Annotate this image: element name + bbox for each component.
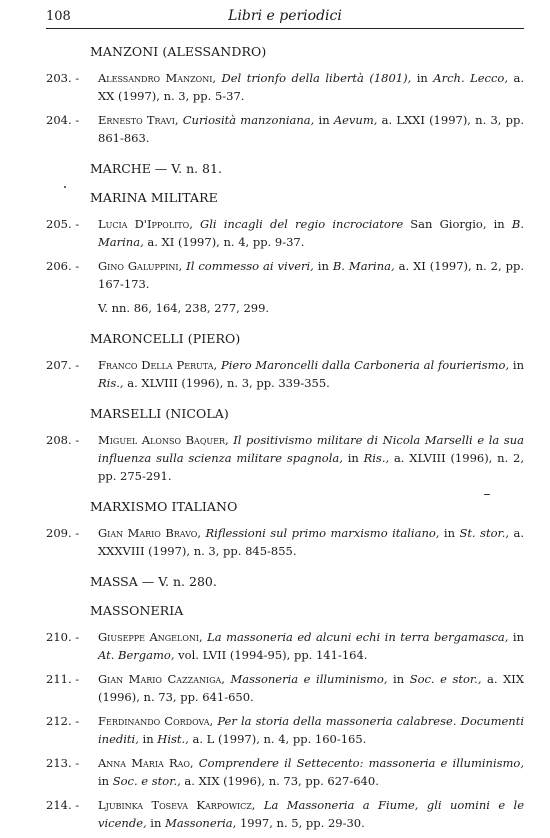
entry-title: Riflessioni sul primo marxismo italiano, [205,526,440,540]
entry-number: 213. - [46,756,80,770]
entry-number: 204. - [46,113,80,127]
entry-number: 203. - [46,71,80,85]
entry-connector: in [98,774,113,788]
entry-author: Alessandro Manzoni, [98,71,217,85]
entry-journal: B. Marina, [98,217,524,249]
entry-journal: Soc. e stor., [112,774,181,788]
entry-author: Gian Mario Bravo, [98,526,202,540]
entry-213 [46,754,524,790]
entry-author: Ernesto Travi, [98,113,179,127]
entry-number: 205. - [46,217,80,231]
entry-details: vol. LVII (1994-95), pp. 141-164. [174,648,368,662]
entry-connector: in [314,113,334,127]
entry-number: 207. - [46,358,80,372]
entry-209 [46,524,524,560]
entry-author: Anna Maria Rao, [98,756,194,770]
entry-author: Giuseppe Angeloni, [98,630,203,644]
section-heading-massoneria: MASSONERIA [90,603,184,618]
entry-title: Piero Maroncelli dalla Carboneria al fourierismo, [220,358,510,372]
entry-number: 208. - [46,433,80,447]
entry-journal: Soc. e stor., [409,672,482,686]
page-number: 108 [46,9,71,24]
entry-details: a. XX (1997), n. 3, pp. 5-37. [98,71,524,103]
entry-title: La massoneria ed alcuni echi in terra bergamasca, [207,630,509,644]
entry-connector: in [146,816,166,830]
entry-connector: in [138,732,158,746]
section-heading-marselli: MARSELLI (NICOLA) [90,406,229,421]
entry-details: a. XI (1997), n. 4, pp. 9-37. [143,235,305,249]
entry-author: Gian Mario Cazzaniga, [98,672,225,686]
entry-211 [46,670,524,706]
entry-connector: in [509,358,524,372]
entry-connector: in [508,630,524,644]
entry-210 [46,628,524,664]
section-heading-marina: MARINA MILITARE [90,190,218,205]
entry-journal: Hist., [157,732,189,746]
entry-title: Massoneria e illuminismo, [230,672,388,686]
entry-details: a. XIX (1996), n. 73, pp. 627-640. [180,774,379,788]
entry-number: 211. - [46,672,80,686]
entry-details: 1997, n. 5, pp. 29-30. [236,816,365,830]
entry-details: a. XXXVIII (1997), n. 3, pp. 845-855. [98,526,525,558]
entry-214 [46,796,524,832]
crossref-marina: V. nn. 86, 164, 238, 277, 299. [98,301,270,315]
entry-details: a. XIX (1996), n. 73, pp. 641-650. [98,672,524,704]
entry-author: Franco Della Peruta, [98,358,218,372]
entry-author: Ferdinando Cordova, [98,714,214,728]
entry-207 [46,356,524,392]
entry-journal: St. stor., [459,526,510,540]
entry-journal: B. Marina, [332,259,395,273]
entry-connector: in [439,526,460,540]
section-heading-maroncelli: MARONCELLI (PIERO) [90,331,241,346]
entry-208 [46,431,524,485]
scan-speck [64,186,66,188]
entry-journal: Arch. Lecco, [433,71,508,85]
entry-number: 212. - [46,714,80,728]
entry-author: Gino Galuppini, [98,259,183,273]
bibliography-content [46,36,524,838]
entry-title: Il positivismo militare di Nicola Marselli e la sua influenza sulla scienza militare spagnola, [98,433,524,465]
entry-connector: in [313,259,333,273]
entry-journal: Ris., [363,451,390,465]
entry-connector: San Giorgio, in [403,217,512,231]
entry-204 [46,111,524,147]
entry-details: a. L (1997), n. 4, pp. 160-165. [188,732,367,746]
entry-title: Gli incagli del regio incrociatore [200,217,404,231]
entry-details: a. LXXI (1997), n. 3, pp. 861-863. [98,113,524,145]
entry-number: 210. - [46,630,80,644]
entry-author: Miguel Alonso Baquer, [98,433,229,447]
entry-connector: in [387,672,410,686]
entry-203 [46,69,524,105]
entry-title: Del trionfo della libertà (1801), [221,71,412,85]
entry-title: Il commesso ai viveri, [186,259,314,273]
section-crossref-marche: MARCHE — V. n. 81. [90,161,222,176]
section-heading-manzoni: MANZONI (ALESSANDRO) [90,44,267,59]
running-head: Libri e periodici [228,8,342,24]
entry-212 [46,712,524,748]
entry-title: Per la storia della massoneria calabrese. Documenti inediti, [98,714,525,746]
entry-number: 209. - [46,526,80,540]
page-header [46,6,524,29]
entry-author: Lucia D'Ippolito, [98,217,193,231]
entry-details: a. XLVIII (1996), n. 2, pp. 275-291. [98,451,524,483]
entry-details: a. XLVIII (1996), n. 3, pp. 339-355. [123,376,330,390]
scan-speck [484,494,490,495]
entry-journal: Aevum, [333,113,378,127]
section-heading-marxismo: MARXISMO ITALIANO [90,499,238,514]
entry-journal: Ris., [98,376,124,390]
entry-205 [46,215,524,251]
section-crossref-massa: MASSA — V. n. 280. [90,574,217,589]
entry-title: Comprendere il Settecento: massoneria e illuminismo, [198,756,525,770]
entry-details: a. XI (1997), n. 2, pp. 167-173. [98,259,524,291]
entry-title: La Massoneria a Fiume, gli uomini e le vicende, [98,798,525,830]
entry-journal: Massoneria, [165,816,237,830]
entry-author: Ljubinka Toseva Karpowicz, [98,798,256,812]
entry-connector: in [342,451,364,465]
entry-title: Curiosità manzoniana, [182,113,315,127]
entry-connector: in [411,71,434,85]
entry-206 [46,257,524,293]
entry-number: 206. - [46,259,80,273]
entry-number: 214. - [46,798,80,812]
entry-journal: At. Bergamo, [98,648,175,662]
